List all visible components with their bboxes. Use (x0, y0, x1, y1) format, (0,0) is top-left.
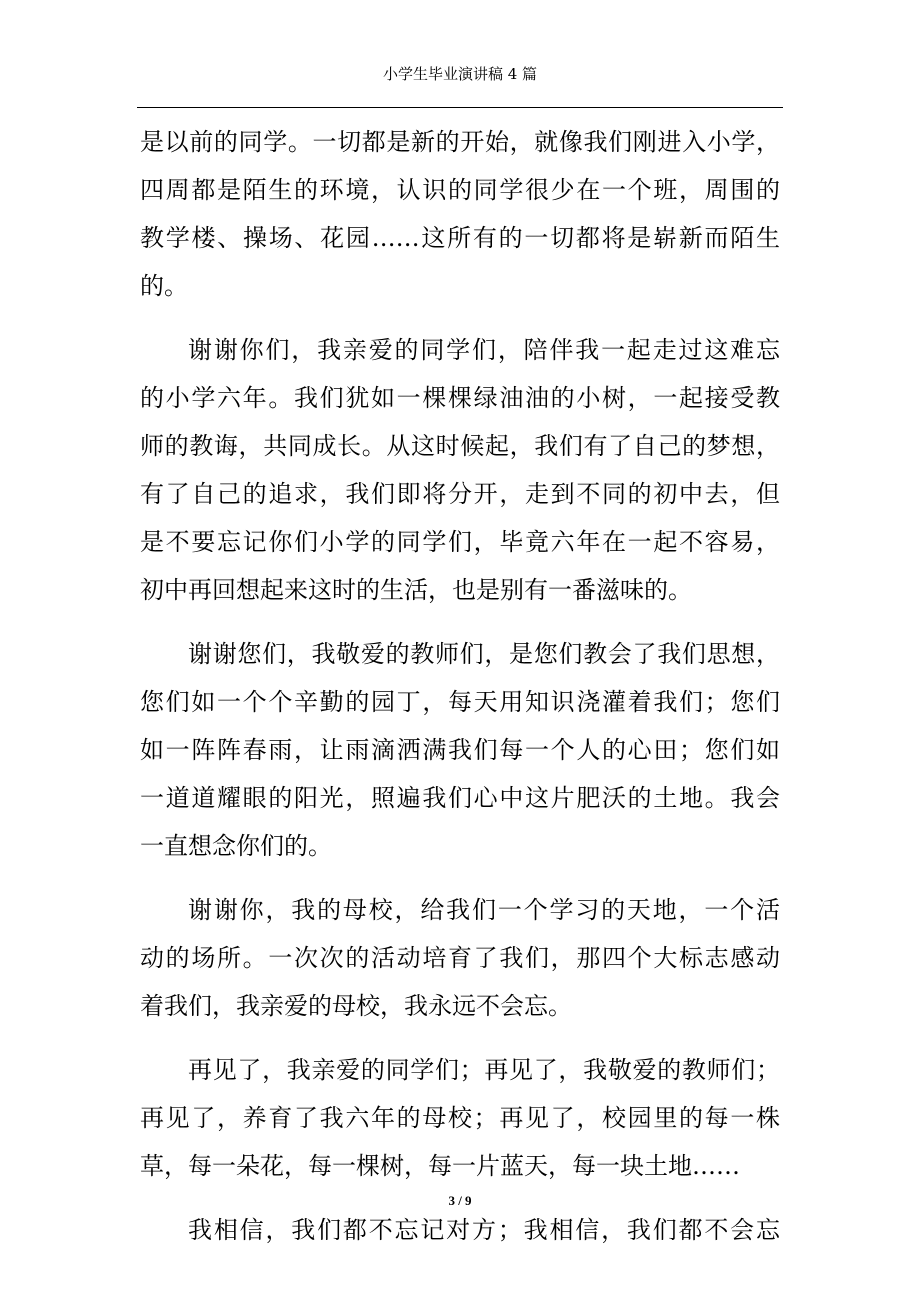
text-line: 我相信，我们都不忘记对方；我相信，我们都不会忘 (188, 1216, 780, 1244)
text-line: 四周都是陌生的环境，认识的同学很少在一个班，周围的 (140, 176, 780, 204)
text-line: 动的场所。一次次的活动培育了我们，那四个大标志感动 (140, 944, 780, 972)
paragraph (140, 326, 780, 614)
text-line: 是不要忘记你们小学的同学们，毕竟六年在一起不容易， (140, 528, 780, 556)
text-line: 一直想念你们的。 (140, 832, 332, 860)
paragraph (140, 886, 780, 1030)
text-line: 再见了，我亲爱的同学们；再见了，我敬爱的教师们； (188, 1056, 780, 1084)
text-line: 的小学六年。我们犹如一棵棵绿油油的小树，一起接受教 (140, 384, 780, 412)
text-line: 师的教诲，共同成长。从这时候起，我们有了自己的梦想， (140, 432, 780, 460)
text-line: 谢谢你们，我亲爱的同学们，陪伴我一起走过这难忘 (188, 336, 780, 364)
text-line: 如一阵阵春雨，让雨滴洒满我们每一个人的心田；您们如 (140, 736, 780, 764)
text-line: 再见了，养育了我六年的母校；再见了，校园里的每一株 (140, 1104, 780, 1132)
text-line: 是以前的同学。一切都是新的开始，就像我们刚进入小学， (140, 128, 780, 156)
paragraph (140, 1046, 780, 1190)
text-line: 有了自己的追求，我们即将分开，走到不同的初中去，但 (140, 480, 780, 508)
paragraph (140, 1206, 780, 1254)
page-number: 3 / 9 (448, 1193, 472, 1208)
document-body (140, 118, 780, 1254)
text-line: 着我们，我亲爱的母校，我永远不会忘。 (140, 992, 572, 1020)
paragraph (140, 118, 780, 310)
text-line: 谢谢你，我的母校，给我们一个学习的天地，一个活 (188, 896, 780, 924)
text-line: 的。 (140, 272, 188, 300)
text-line: 一道道耀眼的阳光，照遍我们心中这片肥沃的土地。我会 (140, 784, 780, 812)
text-line: 草，每一朵花，每一棵树，每一片蓝天，每一块土地…… (140, 1152, 740, 1180)
text-line: 您们如一个个辛勤的园丁，每天用知识浇灌着我们；您们 (140, 688, 780, 716)
page-header-title: 小学生毕业演讲稿 4 篇 (382, 65, 538, 83)
header-divider (137, 107, 783, 108)
text-line: 教学楼、操场、花园……这所有的一切都将是崭新而陌生 (140, 224, 780, 252)
text-line: 初中再回想起来这时的生活，也是别有一番滋味的。 (140, 576, 692, 604)
paragraph (140, 630, 780, 870)
text-line: 谢谢您们，我敬爱的教师们，是您们教会了我们思想， (188, 640, 780, 668)
